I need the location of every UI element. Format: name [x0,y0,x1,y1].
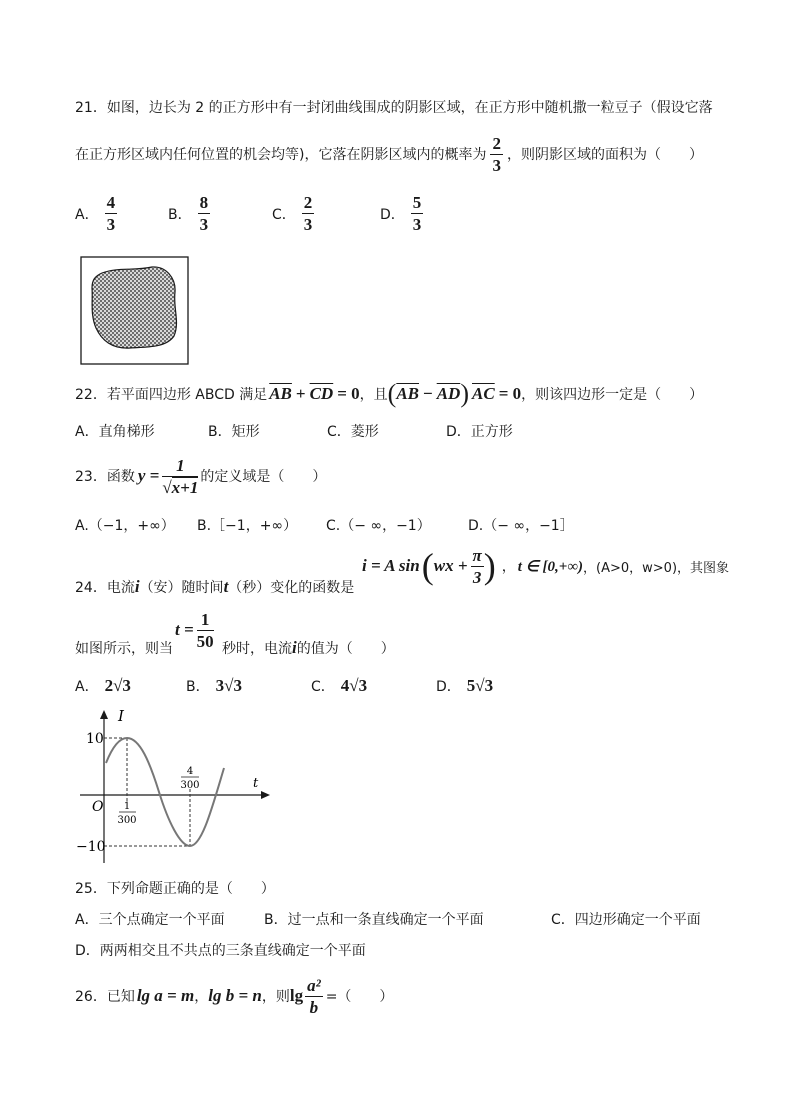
q24-stem-b: （安）随时间 [139,580,224,596]
option-den: 3 [303,215,313,234]
option-num: 4 [106,193,116,212]
q22-option-b[interactable]: B．矩形 [208,424,260,440]
q26-stem-b: ，则 [261,989,290,1005]
x1-num: 1 [123,801,131,812]
q24-line2c: 的值为（ ） [296,641,395,657]
vector-ac: $\overline{AC}$ [472,384,495,403]
q25-option-a[interactable]: A．三个点确定一个平面 [75,912,225,928]
q21-line1: 21．如图，边长为 2 的正方形中有一封闭曲线围成的阴影区域，在正方形中随机撒一粒豆子（假设它落 [75,100,713,116]
plus-sign: + [295,384,306,403]
sqrt-icon: √ [162,477,172,497]
q24-line2a: 如图所示，则当 [75,641,173,657]
shaded-region [92,267,176,348]
q24-option-a[interactable] [75,676,131,696]
equals-zero-vector: = 0 [337,384,360,403]
q23-den-radicand: x+1 [171,477,199,497]
q21-line2b: ，则阴影区域的面积为（ ） [506,147,703,163]
right-paren: ) [460,379,469,408]
y-axis-arrow-icon [100,710,108,719]
option-value: 4√3 [340,676,368,695]
pi-over-3-fraction [471,547,484,586]
q25-option-d[interactable]: D．两两相交且不共点的三条直线确定一个平面 [75,943,366,959]
q22-mid: ，且 [359,387,388,403]
option-label: C． [272,206,296,223]
q23-stem [75,454,326,498]
option-num: 8 [199,193,209,212]
q24-option-c[interactable] [311,676,367,696]
q23-fraction [162,457,198,496]
q26-stem-c: =（ ） [325,989,394,1005]
q21-prob-den: 3 [492,155,501,175]
option-num: 5 [412,193,422,212]
q23-option-b[interactable]: B.［−1，+∞） [197,518,298,534]
y-axis-label: I [118,707,124,725]
option-fraction [302,194,315,233]
pi-symbol: π [472,545,482,565]
x-axis-arrow-icon [261,791,270,799]
left-paren: ( [387,379,397,408]
y-equals: y = [137,466,160,485]
t-domain: t ∈ [0,+∞) [517,558,584,575]
q24-option-d[interactable] [436,676,493,696]
option-fraction [198,194,211,233]
q25-option-c[interactable]: C．四边形确定一个平面 [551,912,701,928]
option-value: 5√3 [466,676,494,695]
q21-prob-num: 2 [492,133,501,153]
a2-over-b-fraction [305,977,323,1016]
q26-stem-a: 26．已知 [75,989,135,1005]
x-axis-label: t [253,776,259,791]
q25-stem: 25．下列命题正确的是（ ） [75,881,275,897]
q22-option-d[interactable]: D．正方形 [446,424,513,440]
option-value: 3√3 [215,676,242,695]
i-symbol: i [292,638,297,657]
vector-cd: $\overline{CD}$ [309,384,334,403]
option-den: 3 [106,215,116,234]
q23-stem-a: 23．函数 [75,469,135,485]
q22-stem [75,379,703,409]
vector-ad: $\overline{AD}$ [436,384,461,403]
lg-symbol: lg [289,986,304,1005]
q22-stem-a: 22．若平面四边形 ABCD 满足 [75,387,268,403]
q21-line2a: 在正方形区域内任何位置的机会均等)，它落在阴影区域内的概率为 [75,147,487,163]
comma: ， [501,559,516,575]
q24-stem-c: （秒）变化的函数是 [228,580,355,596]
t-equals: t = [175,620,194,639]
option-label: B． [168,206,192,223]
q21-option-b[interactable] [168,194,210,233]
q23-option-a[interactable]: A.（−1，+∞） [75,518,175,534]
option-den: 3 [412,215,422,234]
q24-line2 [75,638,395,658]
option-label: C． [311,679,335,695]
three: 3 [472,567,482,587]
i-symbol: i [134,577,140,596]
option-label: A． [75,679,99,695]
minus-sign: − [423,384,433,403]
q24-formula [362,542,729,590]
b-symbol: b [309,997,319,1017]
option-label: D． [436,679,461,695]
q22-option-a[interactable]: A．直角梯形 [75,424,155,440]
left-paren: ( [421,546,434,586]
q26-stem [75,973,393,1019]
q24-conditions: ，(A>0，w>0)，其图象 [583,560,730,576]
y-min-label: −10 [76,839,106,855]
t-symbol: t [223,577,229,596]
q24-line2b: 秒时，电流 [222,641,292,657]
separator: ， [194,989,209,1005]
q25-option-b[interactable]: B．过一点和一条直线确定一个平面 [264,912,484,928]
t-num: 1 [197,611,214,631]
lg-b-equals-n: lg b = n [208,986,262,1005]
q24-stem-a: 24．电流 [75,580,135,596]
q24-stem [75,577,354,597]
vector-ab-2: $\overline{AB}$ [396,384,420,403]
q24-current-graph [72,703,277,868]
q22-stem-b: ，则该四边形一定是（ ） [521,387,704,403]
option-label: A． [75,206,99,223]
right-paren: ) [483,546,496,586]
lg-a-equals-m: lg a = m [136,986,195,1005]
q24-formula-arg: wx + [433,556,468,575]
q21-line2 [75,132,703,176]
t-den: 50 [196,631,214,651]
q24-formula-lhs: i = A sin [362,556,420,575]
option-fraction [411,194,424,233]
q23-den [162,477,198,496]
a-squared: a² [307,975,321,995]
q23-option-c[interactable]: C.（− ∞，−1） [326,518,431,534]
equals-zero: = 0 [498,384,522,403]
q21-square-figure [80,256,190,366]
vector-ab: $\overline{AB}$ [269,384,292,403]
option-label: D． [380,206,405,223]
sine-curve [106,738,224,846]
q23-num: 1 [162,457,198,477]
origin-label: O [92,799,104,815]
q22-option-c[interactable]: C．菱形 [327,424,379,440]
option-label: B． [186,679,210,695]
q21-option-c[interactable] [272,194,314,233]
q21-option-a[interactable] [75,194,117,233]
q23-stem-b: 的定义域是（ ） [200,469,327,485]
x2-den: 300 [180,780,200,791]
x1-den: 300 [117,815,137,826]
q21-option-d[interactable] [380,194,423,233]
q21-prob-fraction [490,135,503,174]
y-max-label: 10 [86,731,104,747]
option-num: 2 [303,193,313,212]
x2-num: 4 [186,766,194,777]
option-fraction [105,194,118,233]
q23-option-d[interactable]: D.（− ∞，−1］ [468,518,574,534]
option-den: 3 [199,215,209,234]
q24-option-b[interactable] [186,676,242,696]
option-value: 2√3 [104,676,131,695]
